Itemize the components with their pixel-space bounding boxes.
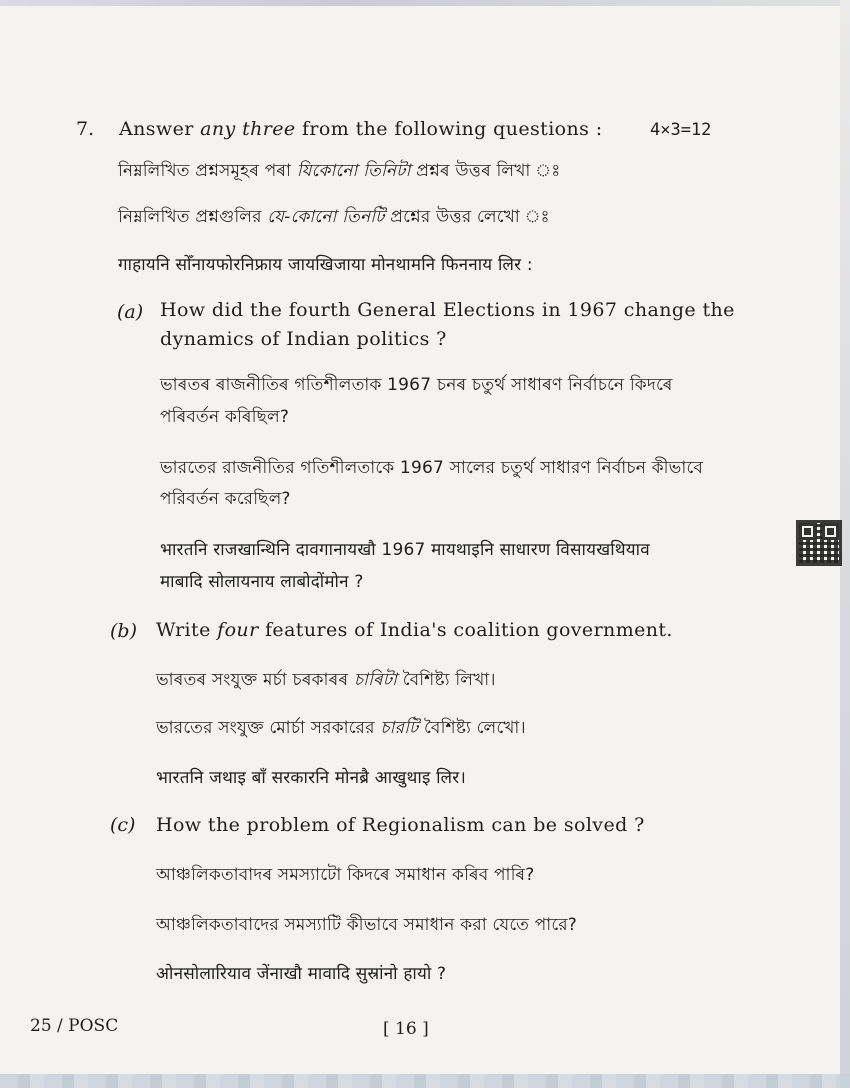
assamese-text-end: প্ৰশ্নৰ উত্তৰ লিখা ঃ [410,161,561,181]
part-b-assamese-emphasis: চাৰিটা [353,670,398,690]
paper-code: 25 / POSC [30,1016,119,1036]
part-b-label: (b) [110,620,137,642]
part-b-assamese [156,667,496,695]
part-b-assamese-text-end: বৈশিষ্ট্য লিখা। [397,670,496,690]
part-a-assamese-line2: পৰিবৰ্তন কৰিছিল? [160,407,290,427]
part-c-label: (c) [110,814,136,836]
part-b-english [156,619,673,641]
question-instruction-assamese [118,158,560,186]
assamese-text: নিম্নলিখিত প্ৰশ্নসমূহৰ পৰা [118,161,297,181]
part-b-bengali-text: ভারতের সংযুক্ত মোর্চা সরকারের [156,718,381,738]
page-top-edge [0,0,850,6]
page-number: [ 16 ] [383,1019,429,1039]
question-instruction-bengali [118,204,550,232]
part-a-bengali-line1: ভারতের রাজনীতির গতিশীলতাকে 1967 সালের চতুর্থ সাধারণ নির্বাচন কীভাবে [160,458,703,478]
bengali-text-end: প্রশ্নের উত্তর লেখো ঃ [384,207,550,227]
part-b-assamese-text: ভাৰতৰ সংযুক্ত মৰ্চা চৰকাৰৰ [156,670,354,690]
page-right-edge [840,0,850,1088]
part-a-bengali-line2: পরিবর্তন করেছিল? [160,489,291,509]
part-b-bodo: भारतनि जथाइ बाँ सरकारनि मोनब्रै आखुथाइ लिर। [156,768,467,788]
part-b-bengali [156,715,526,743]
assamese-emphasis: যিকোনো তিনিটা [296,161,411,181]
instruction-text-end: from the following questions : [295,118,603,140]
part-c-english: How the problem of Regionalism can be solved ? [156,814,645,836]
question-instruction-english [119,118,603,140]
part-c-bengali: আঞ্চলিকতাবাদের সমস্যাটি কীভাবে সমাধান করা যেতে পারে? [156,915,577,935]
part-b-english-emphasis: four [217,619,259,641]
part-c-bodo: ओनसोलारियाव जेंनाखौ मावादि सुस्रांनो हायो ? [156,964,447,984]
part-a-label: (a) [117,301,144,323]
part-c-assamese: আঞ্চলিকতাবাদৰ সমস্যাটো কিদৰে সমাধান কৰিব পাৰি? [156,865,535,885]
part-a-english-line1: How did the fourth General Elections in 1967 change the [160,299,735,321]
question-instruction-bodo: गाहायनि सोँनायफोरनिफ्राय जायखिजाया मोनथामनि फिननाय लिर : [118,255,533,275]
part-b-english-text-end: features of India's coalition government. [258,619,673,641]
part-a-bodo-line2: माबादि सोलायनाय लाबोदोंमोन ? [160,572,364,592]
part-a-english-line2: dynamics of Indian politics ? [160,328,447,350]
part-b-bengali-emphasis: চারটি [380,718,419,738]
part-a-bodo-line1: भारतनि राजखान्थिनि दावगानायखौ 1967 मायथाइनि साधारण विसायखथियाव [160,540,650,560]
instruction-text: Answer [119,118,201,140]
question-marks: 4×3=12 [650,120,712,140]
bengali-text: নিম্নলিখিত প্রশ্নগুলির [118,207,268,227]
question-number: 7. [76,118,95,140]
part-a-assamese-line1: ভাৰতৰ ৰাজনীতিৰ গতিশীলতাক 1967 চনৰ চতুৰ্থ সাধাৰণ নিৰ্বাচনে কিদৰে [160,375,673,395]
part-b-bengali-text-end: বৈশিষ্ট্য লেখো। [418,718,526,738]
instruction-emphasis: any three [200,118,296,140]
qr-code [799,523,839,563]
bengali-emphasis: যে-কোনো তিনটি [267,207,385,227]
page-bottom-edge [0,1074,850,1088]
part-b-english-text: Write [156,619,218,641]
